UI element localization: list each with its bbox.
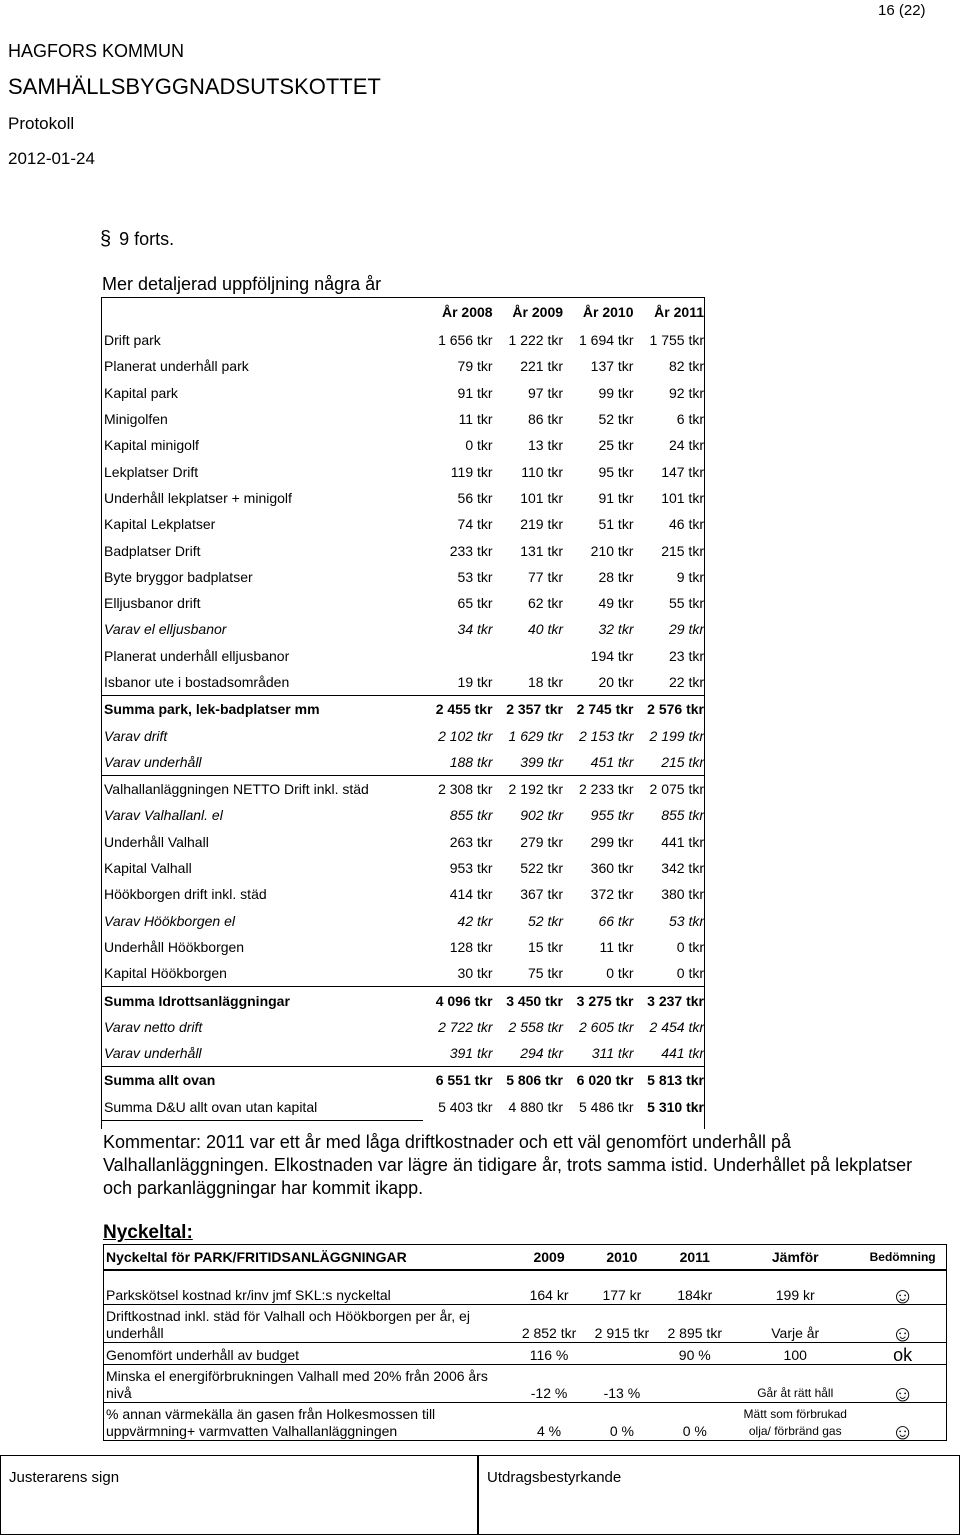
row-value: 441 tkr [634,1040,705,1067]
meeting-date: 2012-01-24 [8,149,95,168]
row-value: 902 tkr [520,807,564,824]
row-label: Varav el elljusbanor [104,621,227,638]
row-value: 380 tkr [661,886,704,903]
row-value: 128 tkr [449,938,493,955]
row-value: 342 tkr [661,860,704,877]
row-value: 119 tkr [450,463,493,480]
row-value: 299 tkr [590,833,634,850]
row-value: 0 tkr [634,960,705,987]
keyfigures-table [103,1244,947,1444]
row-value: 1 629 tkr [508,727,564,744]
row-value: 4 880 tkr [508,1099,564,1115]
finance-row [101,881,705,907]
keyfigure-2011: 184kr [677,1286,713,1303]
keyfigures-row [104,1342,947,1364]
keyfigure-compare: Mätt som förbrukad olja/ förbränd gas [743,1406,847,1438]
row-label: Minigolfen [104,411,168,428]
keyfigures-header-cell: 2009 [533,1248,565,1265]
finance-row [101,696,705,723]
row-value: 101 tkr [520,489,564,506]
rating-ok: ok [893,1344,913,1365]
row-value: 3 237 tkr [647,992,704,1009]
row-value: 19 tkr [423,669,493,696]
row-value: 82 tkr [668,358,704,375]
row-label: Planerat underhåll park [104,358,249,375]
year-header: År 2010 [582,304,634,320]
row-label: Varav drift [104,727,168,744]
row-value: 522 tkr [520,860,564,877]
row-value: 62 tkr [528,595,564,612]
row-value: 2 722 tkr [438,1018,493,1035]
keyfigure-2011: 2 895 tkr [667,1324,722,1341]
row-value: 52 tkr [528,912,564,929]
keyfigure-label: Genomfört underhåll av budget [106,1346,300,1363]
row-label: Summa Idrottsanläggningar [104,992,290,1009]
finance-row [101,987,705,1014]
row-value: 65 tkr [457,595,493,612]
row-value [423,643,493,669]
row-value: 137 tkr [590,358,634,375]
keyfigure-2010: 0 % [609,1422,634,1439]
finance-row [101,643,705,669]
keyfigures-header-cell: Bedömning [869,1249,936,1264]
keyfigure-2009: 2 852 tkr [521,1324,577,1341]
row-value: 188 tkr [423,749,493,776]
finance-row [101,722,705,748]
row-value: 1 656 tkr [438,332,493,349]
row-label: Varav underhåll [101,1040,423,1067]
finance-row [101,616,705,642]
row-label: Isbanor ute i bostadsområden [101,669,423,696]
footer-signature-box [0,1455,478,1535]
row-label: Kapital Höökborgen [101,960,423,987]
row-value: 42 tkr [457,912,493,929]
row-value: 5 403 tkr [438,1099,493,1115]
section-label: 9 forts. [119,229,175,249]
row-value: 2 357 tkr [506,701,564,718]
row-value: 372 tkr [590,886,634,903]
keyfigures-row [104,1270,947,1304]
row-value: 25 tkr [598,437,634,454]
row-value: 53 tkr [457,568,493,585]
keyfigure-2011: 0 % [682,1422,707,1439]
row-value: 294 tkr [494,1040,564,1067]
keyfigure-label: % annan värmekälla än gasen från Holkesmossen till uppvärmning+ varmvatten Valhallanläggningen [106,1405,436,1439]
keyfigure-compare: Går åt rätt håll [757,1385,834,1400]
row-value: 360 tkr [590,860,634,877]
row-value: 2 233 tkr [579,781,634,798]
finance-row [101,776,705,803]
row-value: 6 551 tkr [435,1072,493,1089]
finance-row [101,829,705,855]
keyfigure-compare: 199 kr [775,1286,815,1303]
finance-row [101,590,705,616]
row-label: Valhallanläggningen NETTO Drift inkl. städ [104,781,369,798]
row-value: 75 tkr [494,960,564,987]
keyfigures-header-cell: 2010 [606,1248,638,1265]
document-type: Protokoll [8,114,75,133]
row-value: 2 153 tkr [579,727,634,744]
year-header: År 2009 [512,304,564,320]
row-value: 2 576 tkr [647,701,704,718]
row-value: 441 tkr [661,833,704,850]
row-value: 233 tkr [449,542,493,559]
finance-row [101,1094,705,1121]
row-value: 20 tkr [564,669,634,696]
finance-row [101,485,705,511]
row-value: 91 tkr [598,489,634,506]
footer-certification-box [478,1455,960,1535]
keyfigures-row [104,1364,947,1402]
comment-text: Kommentar: 2011 var ett år med låga driftkostnader och ett väl genomfört underhåll på Valhallanläggningen. Elkostnaden var lägre än tidigare år, trots samma istid. Underhållet på lekplatser och parkanläggningar har kommit ikapp. [103,1132,913,1198]
row-value: 91 tkr [457,384,493,401]
row-label: Drift park [104,332,161,349]
row-value: 95 tkr [598,463,634,480]
finance-header-row [101,297,705,327]
finance-row [101,353,705,379]
keyfigure-2010 [585,1342,658,1364]
row-label: Kapital park [104,384,178,401]
row-value: 55 tkr [668,595,704,612]
row-value: 147 tkr [661,463,704,480]
row-value: 2 308 tkr [438,781,493,798]
row-value: 46 tkr [668,516,704,533]
row-value: 2 745 tkr [576,701,634,718]
row-label: Badplatser Drift [104,542,201,559]
row-value: 1 694 tkr [579,332,634,349]
row-value: 1 222 tkr [508,332,564,349]
row-value: 40 tkr [528,621,564,638]
keyfigure-2010: 2 915 tkr [594,1324,650,1341]
row-value: 22 tkr [634,669,705,696]
row-value: 5 486 tkr [579,1099,634,1115]
finance-row [101,1040,705,1067]
row-label: Höökborgen drift inkl. städ [104,886,267,903]
footer-signature-label: Justerarens sign [9,1469,120,1486]
row-value: 18 tkr [494,669,564,696]
row-value: 28 tkr [598,568,634,585]
row-value: 23 tkr [668,647,704,664]
keyfigures-title: Nyckeltal: [103,1222,193,1243]
row-label: Varav Valhallanl. el [104,807,223,824]
finance-row [101,537,705,563]
row-value [494,643,564,669]
finance-row [101,1067,705,1094]
row-value: 215 tkr [661,542,704,559]
row-value: 53 tkr [668,912,704,929]
finance-row [101,564,705,590]
footer-certification-label: Utdragsbestyrkande [487,1469,622,1486]
row-label: Varav netto drift [104,1018,203,1035]
row-value: 3 275 tkr [576,992,634,1009]
smiley-icon: ☺ [891,1380,914,1406]
row-value: 15 tkr [528,938,564,955]
finance-row [101,406,705,432]
row-value: 855 tkr [449,807,493,824]
row-value: 855 tkr [661,807,704,824]
keyfigure-compare: 100 [783,1346,807,1363]
keyfigures-header-row [104,1245,947,1271]
keyfigure-2009: -12 % [530,1384,568,1401]
row-value: 5 806 tkr [506,1072,564,1089]
row-value: 13 tkr [528,437,564,454]
row-value: 2 605 tkr [579,1018,634,1035]
keyfigure-2010: 177 kr [602,1286,642,1303]
row-value: 279 tkr [520,833,564,850]
keyfigures-header-cell: Nyckeltal för PARK/FRITIDSANLÄGGNINGAR [106,1248,407,1265]
row-value: 2 558 tkr [508,1018,564,1035]
keyfigure-label: Parkskötsel kostnad kr/inv jmf SKL:s nyckeltal [106,1286,391,1303]
keyfigure-label: Minska el energiförbrukningen Valhall med 20% från 2006 års nivå [106,1367,488,1401]
row-value: 2 455 tkr [435,701,493,718]
row-value: 99 tkr [598,384,634,401]
row-value: 97 tkr [528,384,564,401]
row-value: 263 tkr [449,833,493,850]
row-value: 3 450 tkr [506,992,564,1009]
row-value: 451 tkr [564,749,634,776]
finance-row [101,855,705,881]
row-value: 131 tkr [520,542,564,559]
smiley-icon: ☺ [891,1418,914,1444]
row-value: 414 tkr [449,886,493,903]
keyfigures-header-cell: Jämför [771,1248,819,1265]
keyfigure-2009: 4 % [537,1422,562,1439]
row-value: 11 tkr [599,938,634,955]
row-value: 399 tkr [494,749,564,776]
row-value: 32 tkr [598,621,634,638]
row-value: 311 tkr [564,1040,634,1067]
finance-table [101,297,705,1121]
row-label: Underhåll Valhall [104,833,209,850]
finance-header-label [101,297,423,327]
row-value: 2 192 tkr [508,781,564,798]
row-value: 0 tkr [465,437,493,454]
finance-row [101,511,705,537]
row-label: Summa park, lek-badplatser mm [104,701,320,718]
row-label: Kapital minigolf [104,437,199,454]
row-value: 221 tkr [520,358,564,375]
keyfigure-2010: -13 % [603,1384,641,1401]
finance-row [101,669,705,696]
smiley-icon: ☺ [891,1282,914,1308]
smiley-icon: ☺ [891,1320,914,1346]
row-label: Underhåll lekplatser + minigolf [104,489,292,506]
row-value: 5 310 tkr [647,1099,704,1115]
row-value: 0 tkr [564,960,634,987]
finance-row [101,327,705,353]
keyfigures-row [104,1402,947,1440]
finance-row [101,802,705,828]
row-label: Underhåll Höökborgen [104,938,245,955]
row-value: 66 tkr [598,912,634,929]
row-value: 2 454 tkr [649,1018,704,1035]
keyfigure-compare: Varje år [771,1324,820,1341]
finance-row [101,1014,705,1040]
keyfigure-2009: 164 kr [529,1286,569,1303]
row-value: 215 tkr [634,749,705,776]
row-value: 24 tkr [668,437,704,454]
municipality-name: HAGFORS KOMMUN [8,41,185,61]
row-value: 367 tkr [520,886,564,903]
row-value: 51 tkr [598,516,634,533]
row-label: Lekplatser Drift [104,463,199,480]
finance-row [101,908,705,934]
row-value: 5 813 tkr [647,1072,704,1089]
row-value: 86 tkr [528,411,564,428]
row-value: 79 tkr [457,358,493,375]
page-number: 16 (22) [878,2,926,19]
row-value: 74 tkr [457,516,493,533]
row-value: 110 tkr [521,463,564,480]
row-value: 101 tkr [661,489,704,506]
row-value: 210 tkr [590,542,634,559]
keyfigure-2011 [658,1364,731,1402]
section-heading [100,228,174,251]
finance-row [101,380,705,406]
row-value: 2 075 tkr [649,781,704,798]
row-value: 955 tkr [590,807,634,824]
finance-row [101,749,705,776]
row-value: 2 102 tkr [438,727,493,744]
keyfigure-2009: 116 % [529,1346,569,1363]
paragraph-sign: § [100,228,112,250]
row-label: Varav Höökborgen el [104,912,236,929]
row-value: 52 tkr [598,411,634,428]
row-value: 77 tkr [528,568,564,585]
finance-row [101,432,705,458]
row-label: Kapital Valhall [104,860,192,877]
row-label: Planerat underhåll elljusbanor [104,647,290,664]
row-value: 194 tkr [590,647,634,664]
row-value: 30 tkr [423,960,493,987]
row-value: 219 tkr [520,516,564,533]
keyfigures-row [104,1304,947,1342]
row-label: Varav underhåll [101,749,423,776]
keyfigures-header-cell: 2011 [679,1248,710,1265]
row-value: 9 tkr [676,568,704,585]
row-value: 4 096 tkr [435,992,493,1009]
row-value: 953 tkr [449,860,493,877]
row-value: 1 755 tkr [649,332,704,349]
keyfigure-label: Driftkostnad inkl. städ för Valhall och Höökborgen per år, ej underhåll [106,1307,470,1341]
keyfigure-2011: 90 % [678,1346,711,1363]
row-value: 29 tkr [668,621,704,638]
row-label: Byte bryggor badplatser [104,568,253,585]
year-header: År 2008 [441,304,493,320]
row-label: Kapital Lekplatser [104,516,216,533]
row-label: Summa D&U allt ovan utan kapital [101,1094,423,1121]
finance-row [101,934,705,960]
row-value: 391 tkr [423,1040,493,1067]
finance-row [101,960,705,987]
committee-name: SAMHÄLLSBYGGNADSUTSKOTTET [8,74,381,99]
row-value: 2 199 tkr [649,727,704,744]
row-value: 11 tkr [458,411,493,428]
row-label: Elljusbanor drift [104,595,201,612]
row-label: Summa allt ovan [104,1072,216,1089]
subtitle: Mer detaljerad uppföljning några år [102,274,382,294]
row-value: 6 tkr [676,411,704,428]
finance-row [101,458,705,484]
row-value: 0 tkr [676,938,704,955]
row-value: 34 tkr [457,621,493,638]
row-value: 6 020 tkr [576,1072,634,1089]
row-value: 56 tkr [457,489,493,506]
row-value: 49 tkr [598,595,634,612]
row-value: 92 tkr [668,384,704,401]
year-header: År 2011 [654,304,704,320]
